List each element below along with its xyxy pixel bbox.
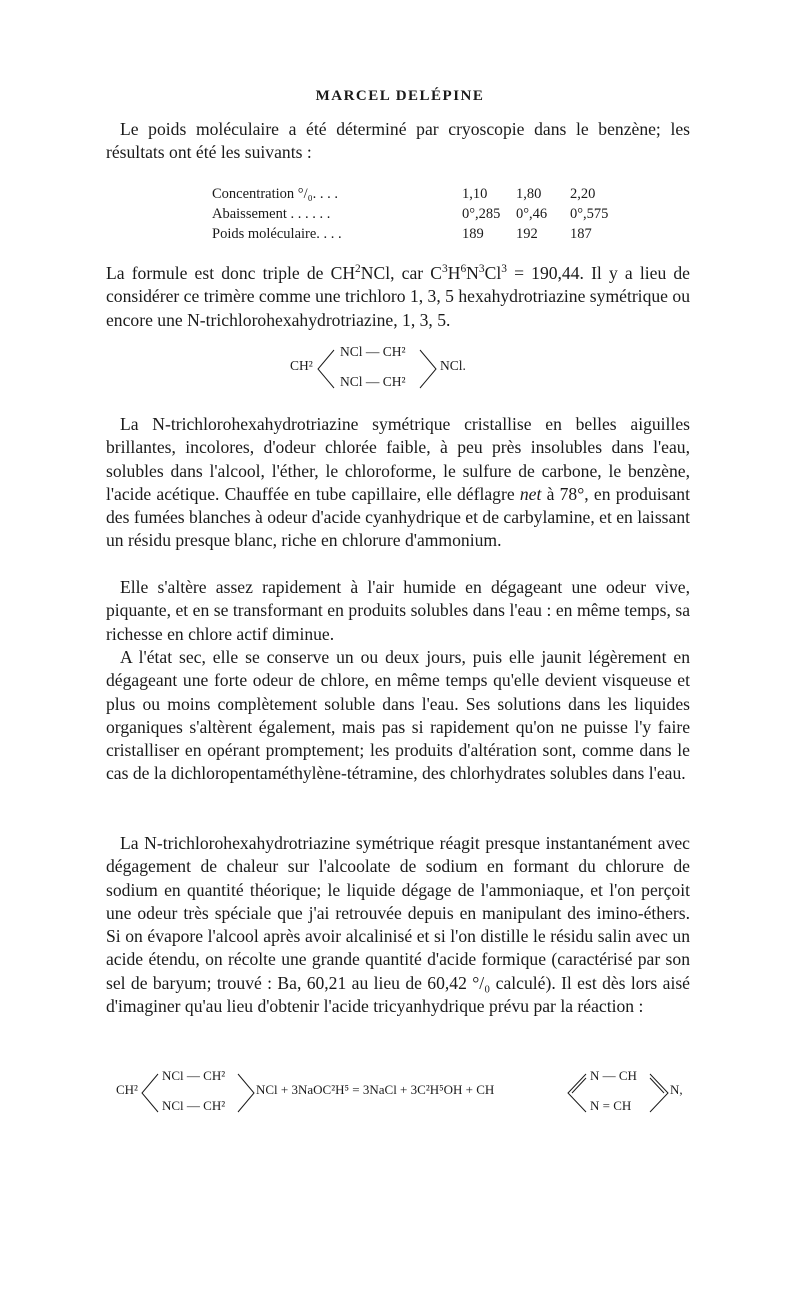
text-run: N [466, 263, 479, 283]
formula-top-branch: NCl — CH² [340, 344, 406, 359]
text-run: H [447, 263, 461, 283]
ring-double-chevron-left [566, 1072, 588, 1114]
humid-paragraph: Elle s'altère assez rapidement à l'air humide en dégageant une odeur vive, piquante, et en se transformant en produits solubles dans l'eau : en même temps, sa richesse en chlore actif diminue. [106, 577, 690, 644]
running-header: MARCEL DELÉPINE [315, 88, 485, 104]
text-run: Cl [484, 263, 502, 283]
subscript: 6 [460, 263, 467, 276]
text-run: La N-trichlorohexahydrotriazine symétrique cristallise en belles aiguilles brillantes, incolores, d'odeur chlorée faible, à peu près insolubles dans l'eau, solubles dans l'alcool, l'éther, le chloroforme, le sulfure de carbone, le benzène, l'acide acétique. Chauffée en tube capillaire, elle déflagre [106, 414, 690, 504]
right-bond-chevron [418, 348, 438, 390]
reaction-equation [116, 1068, 696, 1118]
equation-top-branch: NCl — CH² [162, 1068, 226, 1083]
results-table [212, 184, 624, 244]
cell-value: 187 [570, 226, 592, 242]
right-bond-chevron [236, 1072, 256, 1114]
cell-value: 2,20 [570, 186, 596, 202]
text-run: NCl, car C [360, 263, 442, 283]
intro-paragraph: Le poids moléculaire a été déterminé par cryoscopie dans le benzène; les résultats ont été les suivants : [106, 119, 690, 163]
equation-left: CH² [116, 1082, 138, 1097]
emphasis: net [519, 483, 542, 504]
cell-value: 192 [516, 226, 538, 242]
subscript: 3 [442, 263, 448, 276]
cell-value: 1,80 [516, 186, 542, 202]
formula-right: NCl. [440, 358, 466, 373]
row-label: Concentration °/₀. . . . [212, 186, 339, 202]
formula-bottom-branch: NCl — CH² [340, 374, 406, 389]
row-label: Abaissement . . . . . . [212, 206, 331, 222]
structural-formula-1 [290, 344, 510, 394]
equation-bottom-branch: NCl — CH² [162, 1098, 226, 1113]
subscript: 3 [501, 263, 507, 276]
cell-value: 0°,575 [570, 206, 609, 222]
table-row [212, 204, 624, 224]
equation-ring-bottom: N = CH [590, 1098, 632, 1113]
equation-ring-top: N — CH [590, 1068, 637, 1083]
text-run: = 190,44. Il y a lieu de considérer ce trimère comme une trichloro 1, 3, 5 hexahydrotriazine symétrique ou encore une N-trichlorohexahydrotriazine, 1, 3, 5. [106, 263, 690, 330]
equation-middle: NCl + 3NaOC²H⁵ = 3NaCl + 3C²H⁵OH + CH [256, 1082, 495, 1097]
row-label: Poids moléculaire. . . . [212, 226, 342, 242]
crystal-paragraph [106, 413, 690, 553]
cell-value: 0°,285 [462, 206, 501, 222]
cell-value: 1,10 [462, 186, 488, 202]
reaction-paragraph: La N-trichlorohexahydrotriazine symétrique réagit presque instantanément avec dégagement de chaleur sur l'alcoolate de sodium en formant du chlorure de sodium en quantité théorique; le liquide dégage de l'ammoniaque, et l'on perçoit une odeur très spéciale que j'ai retrouvée depuis en manipulant des imino-éthers. Si on évapore l'alcool après avoir alcalinisé et si l'on distille le résidu salin avec un acide étendu, on récolte une grande quantité d'acide formique (caractérisé par son sel de baryum; trouvé : Ba, 60,21 au lieu de 60,42 °/₀ calculé). Il est dès lors aisé d'imaginer qu'au lieu d'obtenir l'acide tricyanhydrique prévu par la réaction : [106, 833, 690, 1017]
table-row [212, 184, 624, 204]
table-row [212, 224, 624, 244]
subscript: 3 [478, 263, 485, 276]
left-bond-chevron [316, 348, 336, 390]
cell-value: 189 [462, 226, 484, 242]
formula-paragraph [106, 262, 690, 332]
left-bond-chevron [140, 1072, 160, 1114]
text-run: à 78°, en produisant des fumées blanches à odeur d'acide cyanhydrique et de carbylamine, et en laissant un résidu presque blanc, riche en chlorure d'ammonium. [106, 483, 691, 551]
equation-end: N, [670, 1082, 683, 1097]
text-run: La formule est donc triple de CH [106, 263, 356, 283]
subscript: 2 [355, 263, 361, 276]
formula-left: CH² [290, 358, 313, 373]
cell-value: 0°,46 [516, 206, 548, 222]
ring-double-chevron-right [648, 1072, 670, 1114]
dry-paragraph: A l'état sec, elle se conserve un ou deux jours, puis elle jaunit légèrement en dégageant une forte odeur de chlore, en même temps qu'elle devient visqueuse et plus ou moins complètement soluble dans l'eau. Ses solutions dans les liquides organiques s'altèrent également, mais pas si rapidement qu'on ne puisse l'y faire cristalliser en opérant promptement; les produits d'altération sont, comme dans le cas de la dichloropentaméthylène-tétramine, des chlorhydrates solubles dans l'eau. [106, 647, 690, 784]
